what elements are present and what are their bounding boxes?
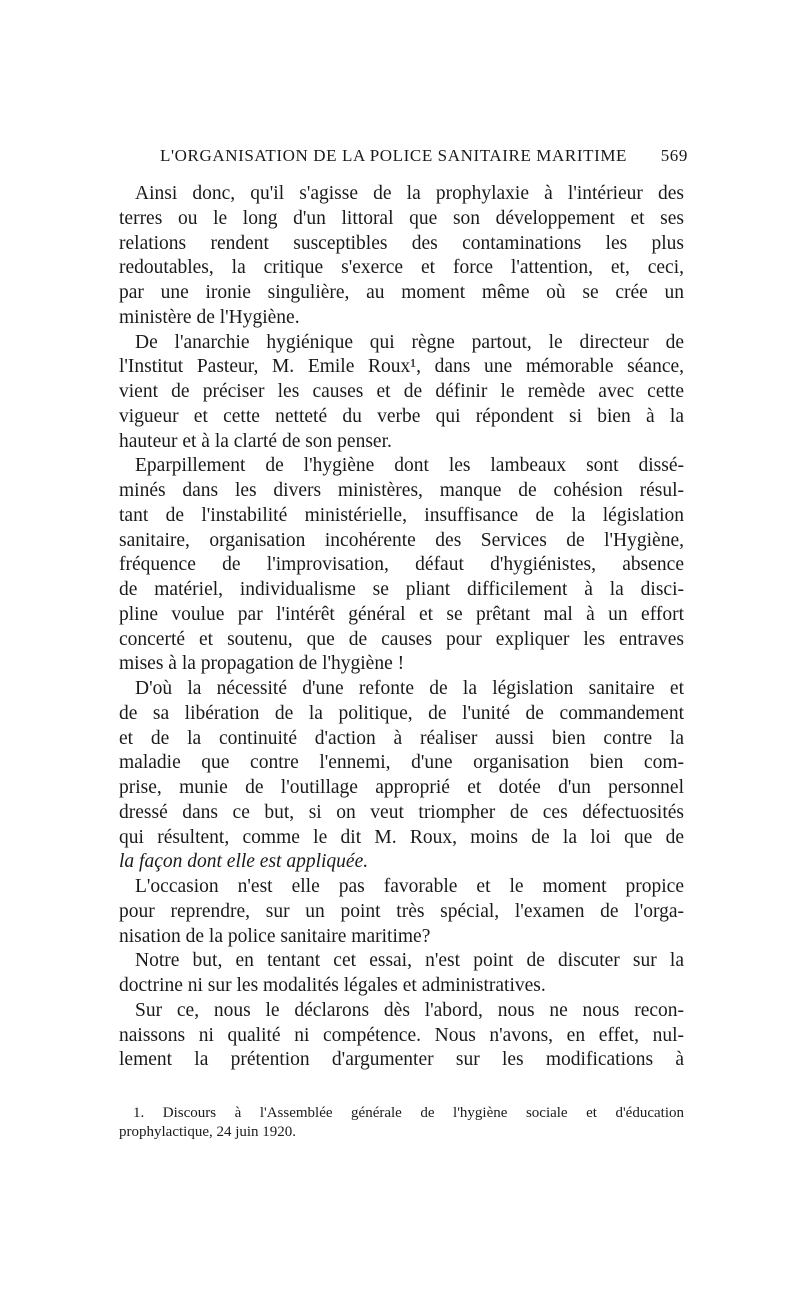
paragraph-4 [119,677,684,875]
text-line: vient de préciser les causes et de définir le remède avec cette [119,381,684,402]
text-line: lement la prétention d'argumenter sur les modifications à [119,1049,684,1071]
text-line: terres ou le long d'un littoral que son développement et ses [119,207,684,229]
text-line: tant de l'instabilité ministérielle, insuffisance de la législation [119,504,684,526]
paragraph-6 [119,949,684,999]
text-line: De l'anarchie hygiénique qui règne partout, le directeur de [135,331,684,353]
paragraph-7 [119,999,684,1073]
footnote [119,1104,684,1142]
text-line: dressé dans ce but, si on veut triompher de ces défectuosités [119,801,684,823]
text-line: doctrine ni sur les modalités légales et administratives. [119,975,546,996]
footnote-line: prophylactique, 24 juin 1920. [119,1124,297,1140]
text-line: et de la continuité d'action à réaliser aussi bien contre la [119,727,684,749]
running-title: L'ORGANISATION DE LA POLICE SANITAIRE MARITIME [160,146,628,165]
text-line: hauteur et à la clarté de son penser. [119,430,392,452]
page-number: 569 [660,146,688,165]
text-line: redoutables, la critique s'exerce et force l'attention, et, ceci, [119,257,684,279]
text-line: de matériel, individualisme se pliant difficilement à la disci- [119,579,684,600]
text-line: sanitaire, organisation incohérente des Services de l'Hygiène, [119,529,684,551]
text-line: prise, munie de l'outillage approprié et dotée d'un personnel [119,777,684,798]
text-line: mises à la propagation de l'hygiène ! [119,653,405,675]
text-line: l'Institut Pasteur, M. Emile Roux¹, dans une mémorable séance, [119,356,684,378]
text-line: concerté et soutenu, que de causes pour expliquer les entraves [119,628,684,650]
text-line: Notre but, en tentant cet essai, n'est point de discuter sur la [135,950,684,972]
text-line: pline voulue par l'intérêt général et se prêtant mal à un effort [119,603,684,625]
paragraph-5 [119,875,684,949]
text-line: L'occasion n'est elle pas favorable et le moment propice [135,876,684,897]
text-line: qui résultent, comme le dit M. Roux, moins de la loi que de [119,826,684,848]
text-line: la façon dont elle est appliquée. [119,851,369,873]
paragraph-2 [119,331,684,455]
text-line: minés dans les divers ministères, manque de cohésion résul- [119,480,684,501]
text-line: D'où la nécessité d'une refonte de la législation sanitaire et [135,678,684,699]
text-line: maladie que contre l'ennemi, d'une organisation bien com- [119,752,684,774]
text-line: relations rendent susceptibles des contaminations les plus [119,232,684,254]
text-line: par une ironie singulière, au moment même où se crée un [119,282,684,303]
text-line: naissons ni qualité ni compétence. Nous n'avons, en effet, nul- [119,1024,684,1046]
text-line: de sa libération de la politique, de l'unité de commandement [119,702,684,724]
text-line: vigueur et cette netteté du verbe qui répondent si bien à la [119,405,684,427]
running-header [160,146,688,166]
paragraph-3 [119,454,684,677]
text-line: ministère de l'Hygiène. [119,306,300,328]
text-line: fréquence de l'improvisation, défaut d'hygiénistes, absence [119,554,684,576]
text-line: Ainsi donc, qu'il s'agisse de la prophylaxie à l'intérieur des [135,183,684,204]
text-line: nisation de la police sanitaire maritime? [119,925,431,947]
text-line: Eparpillement de l'hygiène dont les lambeaux sont dissé- [135,455,684,477]
paragraph-1 [119,182,684,331]
footnote-line: 1. Discours à l'Assemblée générale de l'hygiène sociale et d'éducation [133,1105,684,1121]
text-line: Sur ce, nous le déclarons dès l'abord, nous ne nous recon- [135,999,684,1021]
body-text [119,182,684,1073]
text-line: pour reprendre, sur un point très spécial, l'examen de l'orga- [119,900,684,922]
